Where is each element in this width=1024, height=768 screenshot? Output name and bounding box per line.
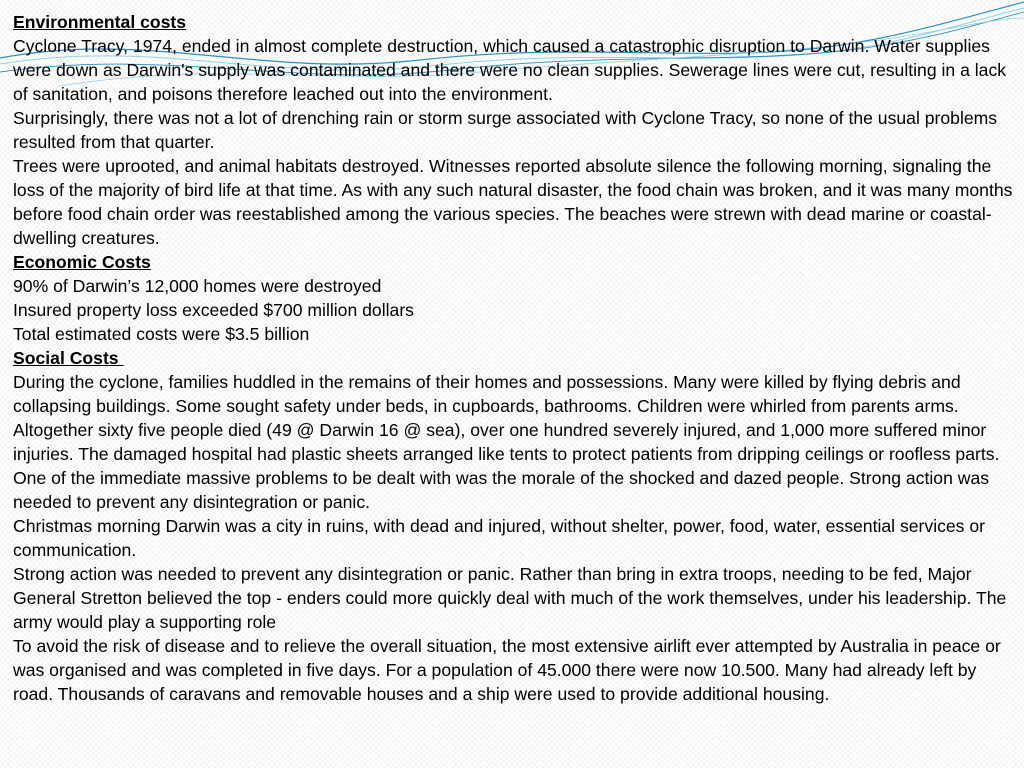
- economic-line: Total estimated costs were $3.5 billion: [13, 324, 310, 344]
- social-paragraph: Altogether sixty five people died (49 @ Darwin 16 @ sea), over one hundred severely injured, and 1,000 more suffered minor injuries. The damaged hospital had plastic sheets arranged like tents to protect patients from dripping ceilings or roofless parts.: [13, 420, 1000, 464]
- environmental-paragraph: Surprisingly, there was not a lot of drenching rain or storm surge associated with Cyclone Tracy, so none of the usual problems resulted from that quarter.: [13, 108, 998, 152]
- environmental-costs-heading: Environmental costs: [13, 12, 187, 32]
- slide-body: [13, 10, 1018, 706]
- social-costs-heading: Social Costs: [13, 348, 124, 368]
- environmental-paragraph: Trees were uprooted, and animal habitats destroyed. Witnesses reported absolute silence the following morning, signaling the loss of the majority of bird life at that time. As with any such natural disaster, the food chain was broken, and it was many months before food chain order was reestablished among the various species. The beaches were strewn with dead marine or coastal-dwelling creatures.: [13, 156, 1013, 248]
- social-paragraph: Christmas morning Darwin was a city in ruins, with dead and injured, without shelter, power, food, water, essential services or communication.: [13, 516, 986, 560]
- social-paragraph: To avoid the risk of disease and to relieve the overall situation, the most extensive airlift ever attempted by Australia in peace or was organised and was completed in five days. For a population of 45.000 there were now 10.500. Many had already left by road. Thousands of caravans and removable houses and a ship were used to provide additional housing.: [13, 636, 1001, 704]
- economic-line: Insured property loss exceeded $700 million dollars: [13, 300, 414, 320]
- social-paragraph: One of the immediate massive problems to be dealt with was the morale of the shocked and dazed people. Strong action was needed to prevent any disintegration or panic.: [13, 468, 990, 512]
- economic-line: 90% of Darwin’s 12,000 homes were destroyed: [13, 276, 382, 296]
- social-paragraph: During the cyclone, families huddled in the remains of their homes and possessions. Many were killed by flying debris and collapsing buildings. Some sought safety under beds, in cupboards, bathrooms. Children were whirled from parents arms.: [13, 372, 961, 416]
- economic-costs-heading: Economic Costs: [13, 252, 151, 272]
- environmental-paragraph: Cyclone Tracy, 1974, ended in almost complete destruction, which caused a catastrophic disruption to Darwin. Water supplies were down as Darwin's supply was contaminated and there were no clean supplies. Sewerage lines were cut, resulting in a lack of sanitation, and poisons therefore leached out into the environment.: [13, 36, 1007, 104]
- social-paragraph: Strong action was needed to prevent any disintegration or panic. Rather than bring in extra troops, needing to be fed, Major General Stretton believed the top - enders could more quickly deal with much of the work themselves, under his leadership. The army would play a supporting role: [13, 564, 1007, 632]
